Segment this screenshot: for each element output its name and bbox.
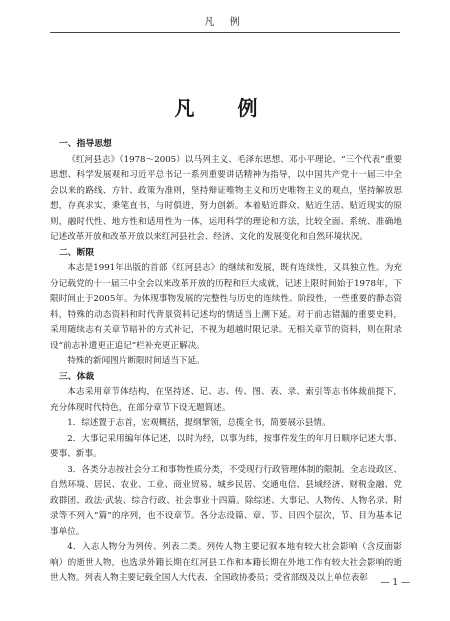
paragraph: 本志是1991年出版的首部《红河县志》的继续和发展，既有连续性，又具独立性。为充分记载党的十一届三中全会以来改革开放的历程和巨大成就，记述上限时间始于1978年，下限时间止于2005年。为体现事物发展的完整性与历史的连续性、阶段性，一些重要的静态资料，特殊的动态资料和时代背景资料记述均的情适当上溯下延。对于前志错漏的重要史料，采用随续志有关章节暗补的方式补记，不视为超越时限记录。无相关章节的资料，则在附录设“前志补遗更正追记”栏补充更正解决。: [50, 263, 402, 351]
page-number: — 1 —: [380, 578, 410, 588]
paragraph: 特殊的新闻图片断限时间适当下延。: [67, 356, 205, 366]
paragraph: 本志采用章节体结构，在坚持述、记、志、传、图、表、录、索引等志书体裁前提下，充分体现时代特色，在部分章节下设无题简述。: [50, 387, 402, 413]
section-heading: 三、体裁: [59, 371, 95, 382]
section-heading: 一、指导思想: [59, 139, 112, 149]
paragraph: 《红河县志》（1978～2005）以马列主义、毛泽东思想、邓小平理论、“三个代表”重要思想、科学发展观和习近平总书记一系列重要讲话精神为指导，以中国共产党十一届三中全会以来的路线、方针、政策为准则，坚持辩证唯物主义和历史唯物主义的观点，坚持解放思想，存真求实，秉笔直书，与时俱进，努力创新。本着贴近群众、贴近生活、贴近现实的原则，融时代性、地方性和适用性为一体，运用科学的理论和方法，比较全面、系统、准确地记述改革开放和改革开放以来红河县社会、经济、文化的发展变化和自然环境状况。: [50, 154, 402, 242]
page-title: 凡 例: [174, 96, 276, 120]
paragraph: 2．大事记采用编年体记述，以时为经，以事为纬，按事件发生的年月日顺序记述大事、要事、新事。: [50, 433, 402, 459]
document-body: [50, 137, 402, 587]
paragraph: 4．入志人物分为列传、列表二类。列传人物主要记叙本地有较大社会影响（含反面影响）的逝世人物，也选录外籍长期在红河县工作和本籍长期在外地工作有较大社会影响的逝世人物。列表人物主要记载全国人大代表、全国政协委员；受省部级及以上单位表彰: [50, 542, 402, 583]
paragraph: 1．综述置于志首，宏观概括，提纲挈领，总揽全书，简要展示县情。: [67, 418, 331, 428]
running-head: 凡 例: [204, 17, 246, 28]
header-rule: [50, 32, 400, 33]
section-heading: 二、断限: [59, 247, 95, 258]
paragraph: 3．各类分志按社会分工和事物性质分类，不受现行行政管理体制的限制。全志设政区、自然环境、居民、农业、工业、商业贸易、城乡民居、交通电信、县域经济、财税金融、党政群团、政法·武装、综合行政、社会事业十四篇。除综述、大事记、人物传、人物名录、附录等不列入“篇”的序列，也不设章节。各分志设篇、章、节、目四个层次，节、目为基本记事单位。: [50, 464, 402, 537]
